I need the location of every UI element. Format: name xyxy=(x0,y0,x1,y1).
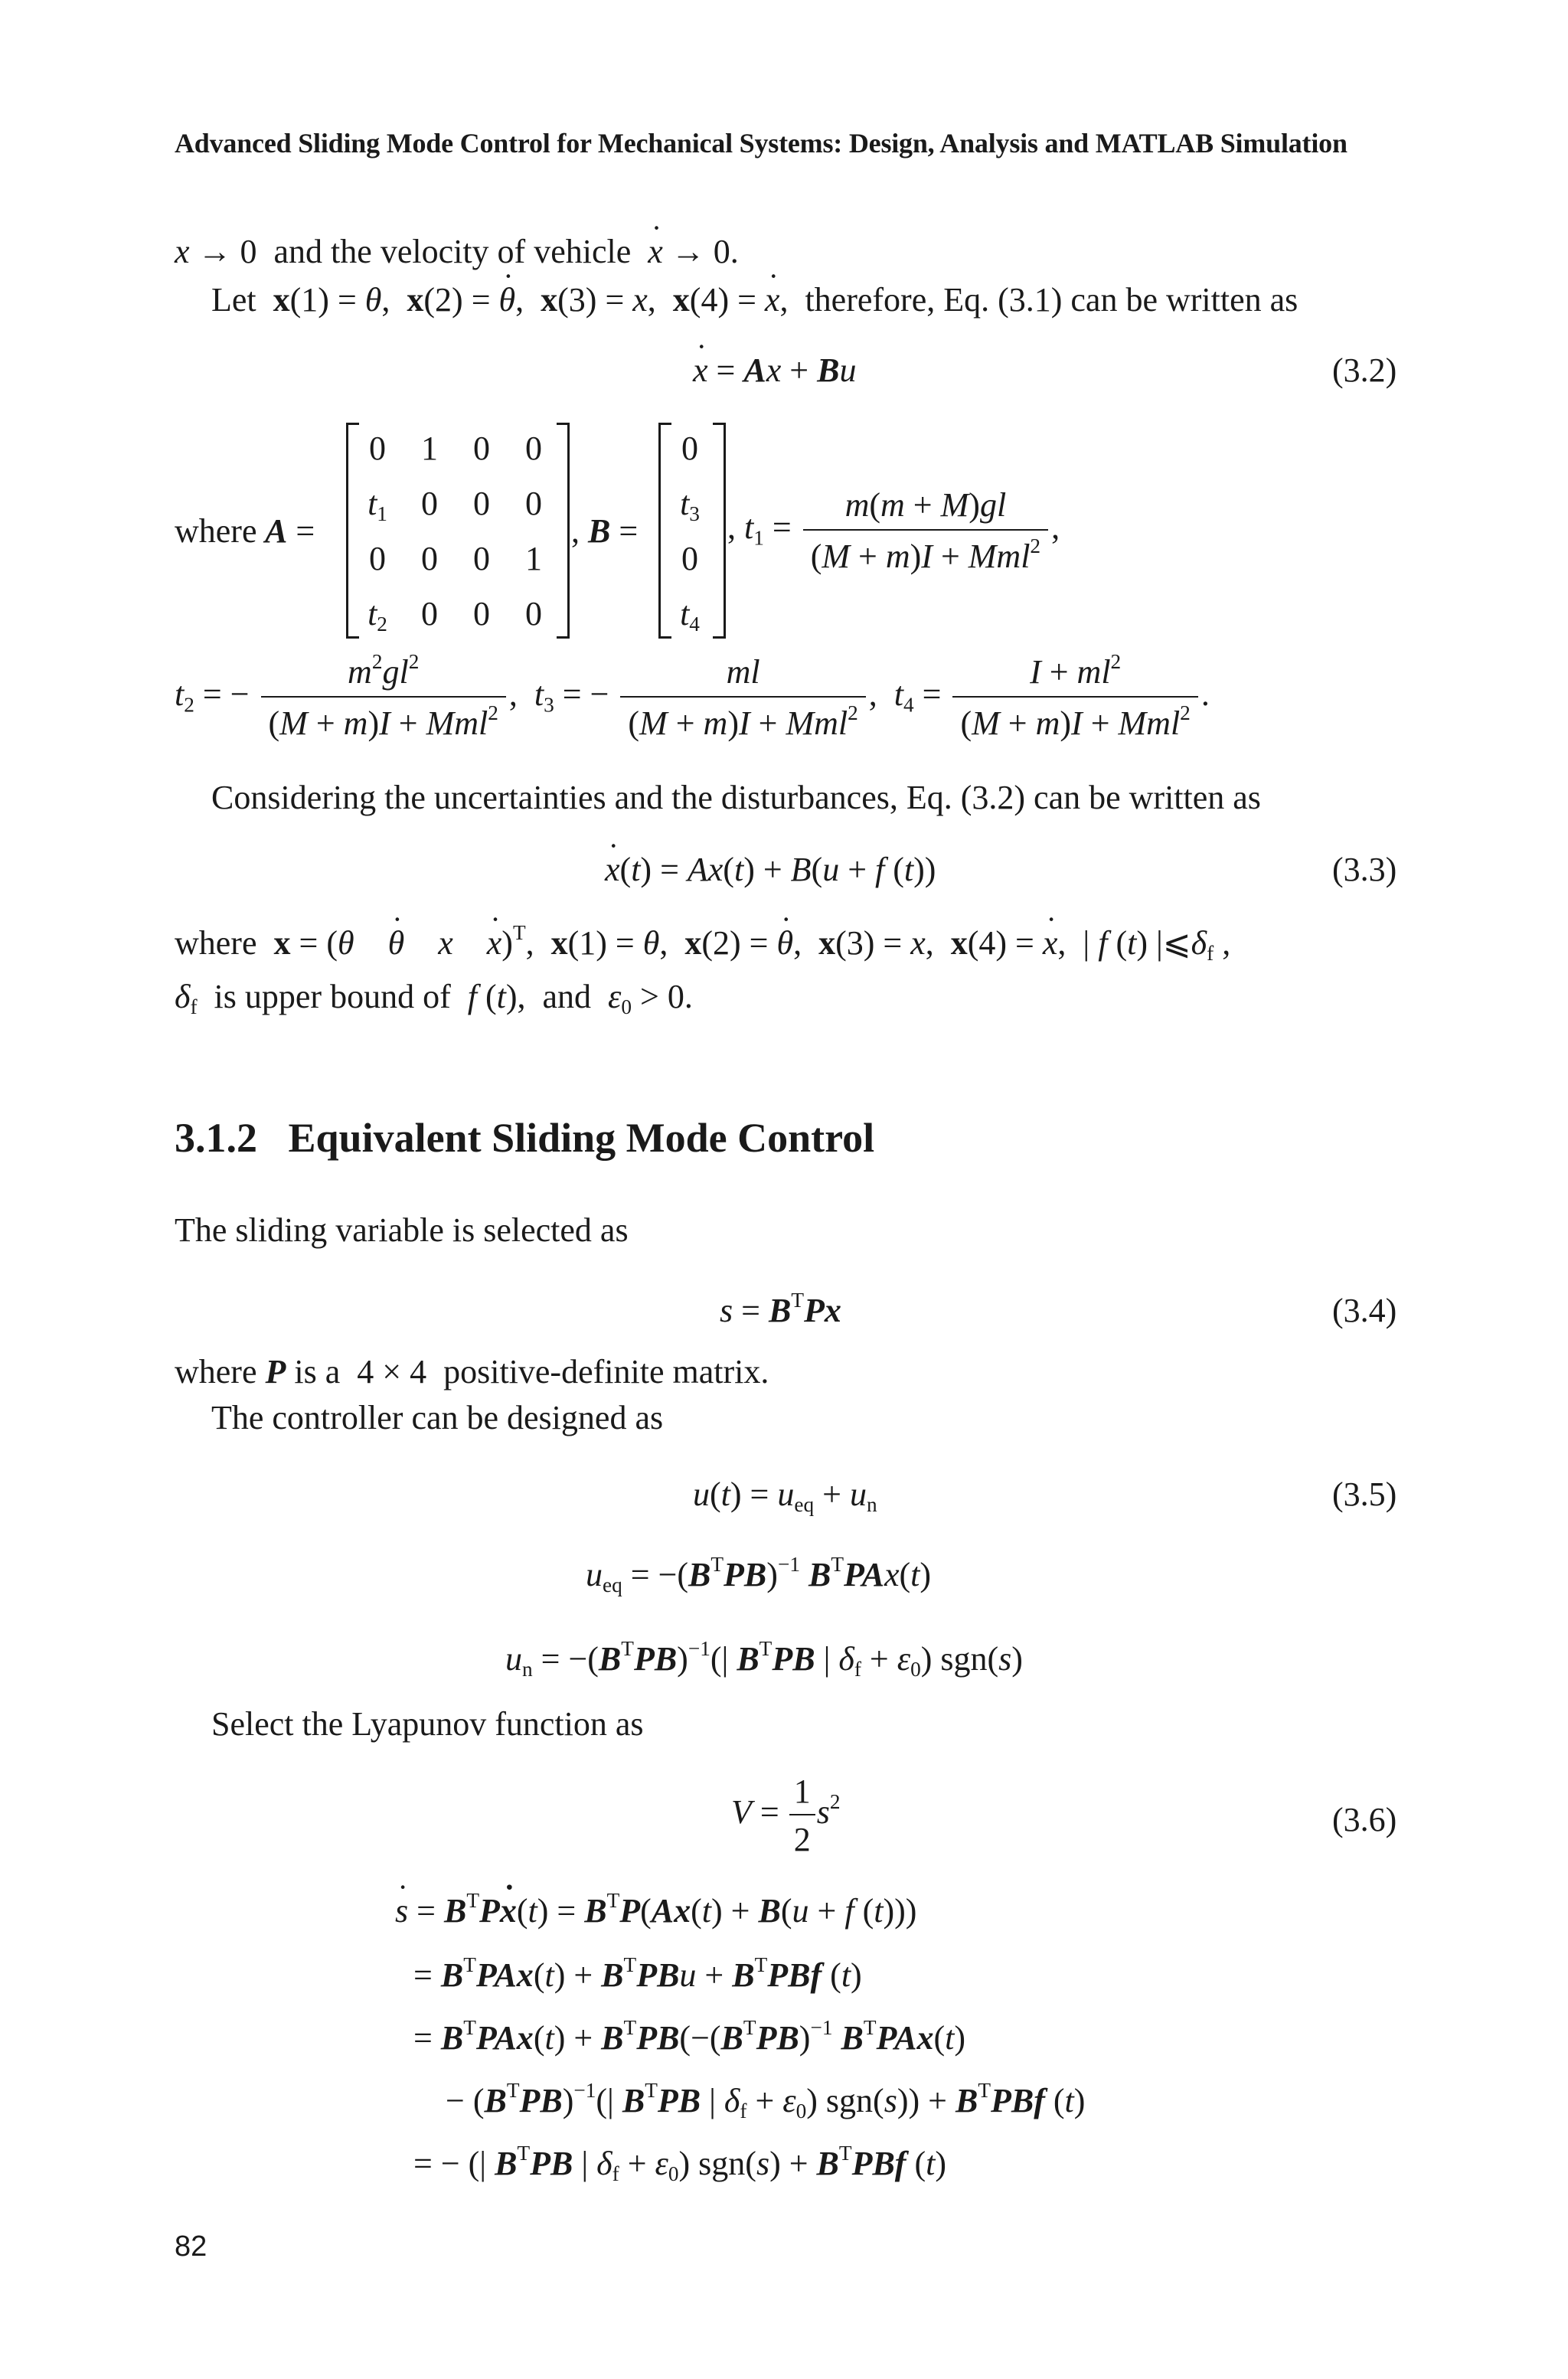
positive-definite-tail: positive-definite matrix. xyxy=(443,1353,769,1390)
let-lead: Let xyxy=(211,281,256,319)
section-title: Equivalent Sliding Mode Control xyxy=(288,1115,875,1161)
matrix-A-cell: 0 xyxy=(421,485,438,522)
derivative-line-1: s ˙ = $B^TPx$ ˙(t) = $B^TP(Ax(t) + B(u + f$ (t))) xyxy=(395,1894,916,1928)
intro-text: and the velocity of vehicle xyxy=(273,233,632,270)
equation-3-5: $u(t) = u_{eq} + u_n$ xyxy=(693,1475,877,1517)
vector-B xyxy=(658,423,726,639)
equation-u-n: $u_n = -(B^TPB)^{-1}(|$ $B^TPB$ | $\delta_f + \varepsilon_0$) sgn(s) xyxy=(505,1636,1023,1681)
derivative-line-2: = $B^TPAx(t) + B^TPBu + B^TPBf$ (t) xyxy=(413,1953,862,1994)
vector-B-cell: 0 xyxy=(681,540,698,577)
matrix-A-cell: $t_2$ xyxy=(368,595,387,636)
matrix-A-cell: 0 xyxy=(525,595,542,632)
positive-definite-line: where P is a 4 × 4 positive-definite matrix. xyxy=(175,1353,769,1390)
equation-number-3-2: (3.2) xyxy=(1332,351,1397,389)
state-definition-line: where x = (θ θ ˙ x x ˙)$^T$, x(1) = θ, x(2) = θ ˙, x(3) = x, x(4) = x ˙, | f (t) $|⩽\delta_f$ , xyxy=(175,926,1230,960)
derivative-line-5: = − (| $B^TPB$ | $\delta_f + \varepsilon_0$) $sgn(s) + B^TPBf$ (t) xyxy=(413,2141,946,2186)
equation-number-3-4: (3.4) xyxy=(1332,1292,1397,1329)
intro-line: x → 0 and the velocity of vehicle x ˙ → 0. xyxy=(175,235,739,269)
lyapunov-text: Select the Lyapunov function as xyxy=(211,1705,644,1743)
equation-number-3-3: (3.3) xyxy=(1332,851,1397,888)
matrix-A-cell: 0 xyxy=(421,540,438,577)
vector-B-cell: $t_4$ xyxy=(680,595,700,636)
matrix-A-cell: 0 xyxy=(473,595,490,632)
B-equals: , B = xyxy=(571,512,639,550)
where-label: where xyxy=(175,512,257,550)
equation-number-3-5: (3.5) xyxy=(1332,1475,1397,1513)
matrix-A-cell: 0 xyxy=(525,485,542,522)
upper-bound-text: is upper bound of xyxy=(214,978,451,1015)
equation-3-3: x ˙(t) = Ax(t) + B(u + f (t)) xyxy=(605,853,936,887)
sliding-variable-text: The sliding variable is selected as xyxy=(175,1211,629,1249)
upper-bound-line: $\delta_f$ is upper bound of f (t), and $\varepsilon_0 > 0$. xyxy=(175,978,693,1019)
matrix-A xyxy=(346,423,570,639)
running-head: Advanced Sliding Mode Control for Mechanical Systems: Design, Analysis and MATLAB Simulation xyxy=(175,128,1348,158)
equation-3-6: V = $\frac{1}{2}$ $s^2$ xyxy=(731,1770,840,1861)
matrix-A-cell: 0 xyxy=(473,485,490,522)
matrix-A-cell: 0 xyxy=(473,540,490,577)
and-text: and xyxy=(542,978,592,1015)
matrix-A-cell: $t_1$ xyxy=(368,485,387,526)
section-number: 3.1.2 xyxy=(175,1115,257,1161)
where-word: where xyxy=(175,1353,257,1390)
equation-number-3-6: (3.6) xyxy=(1332,1801,1397,1838)
derivative-line-4: − $(B^TPB)^{-1}(|$ $B^TPB$ | $\delta_f + \varepsilon_0$) $sgn(s)) + B^TPBf$ (t) xyxy=(446,2078,1086,2123)
t2-t3-t4-definitions: $t_2$ = − $\frac{m^2gl^2}{(M + m)I + Mml^2}$ , $t_3$ = − $\frac{ml}{(M + m)I + Mml^2}$ , $t_4$ = $\frac{I + ml^2}{(M + m)I + Mml^2}$ . xyxy=(175,649,1210,742)
controller-text: The controller can be designed as xyxy=(211,1399,664,1436)
equation-3-2: x ˙ = Ax + Bu xyxy=(693,354,856,387)
matrix-A-cell: 0 xyxy=(525,430,542,467)
matrix-A-cell: 0 xyxy=(369,430,386,467)
matrix-A-cell: 1 xyxy=(421,430,438,467)
let-tail: therefore, Eq. (3.1) can be written as xyxy=(805,281,1298,319)
matrix-A-cell: 0 xyxy=(473,430,490,467)
matrix-A-cell: 0 xyxy=(369,540,386,577)
equation-3-4: $s = B^TPx$ xyxy=(720,1288,841,1329)
A-equals: A = xyxy=(265,512,315,550)
vector-B-cell: $t_3$ xyxy=(680,485,700,526)
page-number: 82 xyxy=(175,2230,207,2263)
t1-definition: , $t_1$ = $\frac{m(m + M)gl}{(M + m)I + Mml^2}$ , xyxy=(727,484,1060,577)
let-line: Let x(1) = θ, x(2) = θ ˙, x(3) = x, x(4) = x ˙, therefore, Eq. (3.1) can be written as xyxy=(211,283,1298,317)
section-heading xyxy=(175,1114,874,1162)
matrix-A-cell: 0 xyxy=(421,595,438,632)
positive-definite-text: is a xyxy=(294,1353,341,1390)
where-word: where xyxy=(175,924,257,962)
derivative-line-3: = $B^TPAx(t) + B^TPB(-(B^TPB)^{-1}$ $B^TPAx(t)$ xyxy=(413,2015,965,2057)
considering-line: Considering the uncertainties and the disturbances, Eq. (3.2) can be written as xyxy=(211,779,1261,816)
equation-u-eq: $u_{eq} = -(B^TPB)^{-1}$ $B^TPAx(t)$ xyxy=(586,1552,932,1597)
vector-B-cell: 0 xyxy=(681,430,698,467)
matrix-A-cell: 1 xyxy=(525,540,542,577)
